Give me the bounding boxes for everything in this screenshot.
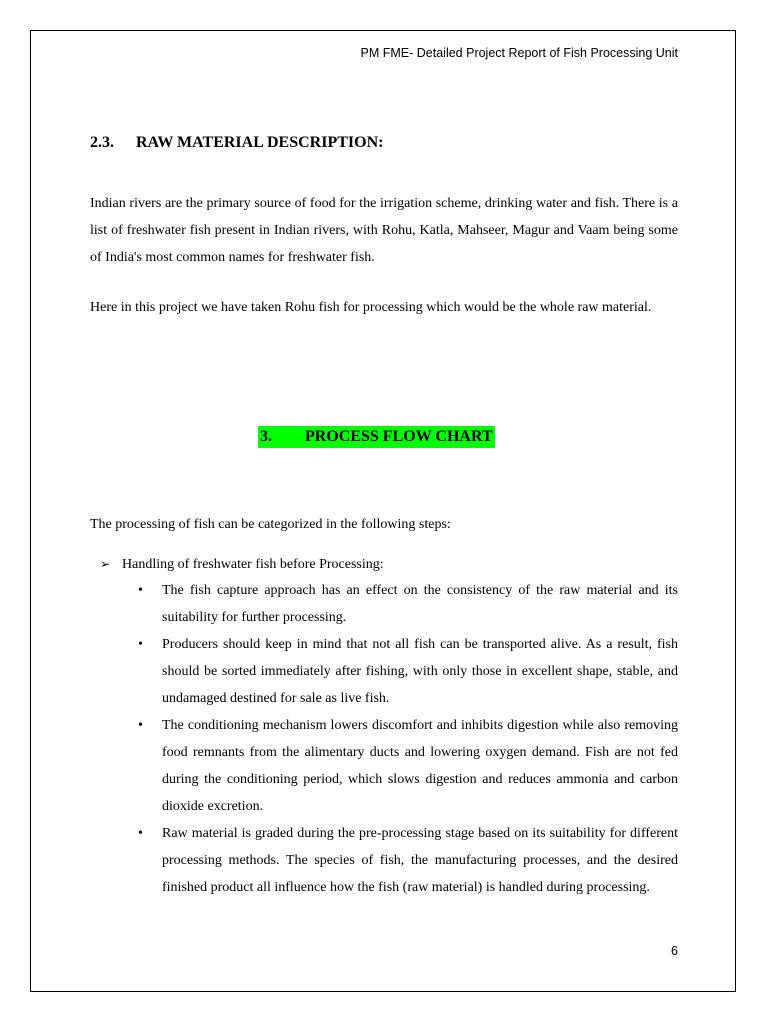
section-number: 3. xyxy=(260,428,272,445)
page-number: 6 xyxy=(671,944,678,958)
bullet-icon: • xyxy=(138,637,143,652)
raw-material-paragraph-1: Indian rivers are the primary source of food for the irrigation scheme, drinking water and fish. There is a list of freshwater fish present in Indian rivers, with Rohu, Katla, Mahseer, Magur and Vaam being some of India's most common names for freshwater fish. xyxy=(90,196,678,265)
section-title: PROCESS FLOW CHART xyxy=(305,428,493,445)
process-intro-paragraph: The processing of fish can be categorized in the following steps: xyxy=(90,517,451,532)
step-list-item xyxy=(100,551,384,578)
bullet-item xyxy=(138,712,678,820)
bullet-icon: • xyxy=(138,826,143,841)
raw-material-paragraph-2: Here in this project we have taken Rohu fish for processing which would be the whole raw material. xyxy=(90,300,652,315)
bullet-text: The conditioning mechanism lowers discomfort and inhibits digestion while also removing food remnants from the alimentary ducts and lowering oxygen demand. Fish are not fed during the conditioning period, which slows digestion and reduces ammonia and carbon dioxide excretion. xyxy=(162,718,678,814)
bullet-item xyxy=(138,577,678,631)
process-flow-chart-heading xyxy=(258,426,495,448)
bullet-list xyxy=(138,577,678,901)
bullet-icon: • xyxy=(138,583,143,598)
bullet-item xyxy=(138,631,678,712)
bullet-icon: • xyxy=(138,718,143,733)
page-header: PM FME- Detailed Project Report of Fish Processing Unit xyxy=(360,46,678,60)
arrow-bullet-icon: ➢ xyxy=(100,557,111,571)
section-2-3-heading xyxy=(90,134,383,152)
bullet-text: Raw material is graded during the pre-processing stage based on its suitability for different processing methods. The species of fish, the manufacturing processes, and the desired finished product all influence how the fish (raw material) is handled during processing. xyxy=(162,826,678,895)
bullet-text: Producers should keep in mind that not all fish can be transported alive. As a result, fish should be sorted immediately after fishing, with only those in excellent shape, stable, and undamaged destined for sale as live fish. xyxy=(162,637,678,706)
section-title: RAW MATERIAL DESCRIPTION: xyxy=(136,134,384,151)
bullet-item xyxy=(138,820,678,901)
step-title: Handling of freshwater fish before Processing: xyxy=(122,557,384,572)
bullet-text: The fish capture approach has an effect on the consistency of the raw material and its suitability for further processing. xyxy=(162,583,678,625)
section-number: 2.3. xyxy=(90,134,114,151)
